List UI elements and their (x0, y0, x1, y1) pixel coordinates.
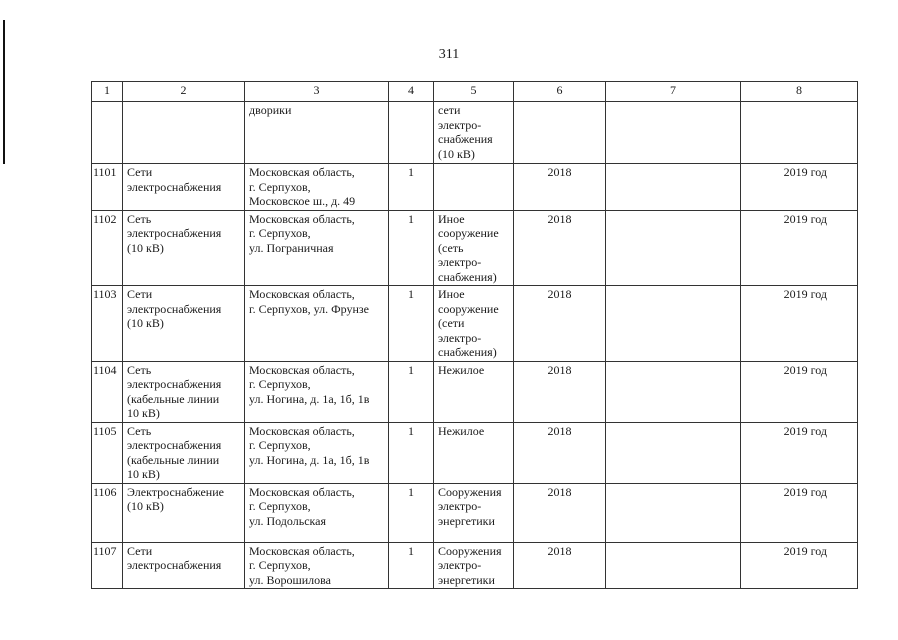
column-7-value (606, 483, 741, 542)
object-name: Сеть электроснабжения (кабельные линии 10 кВ) (123, 422, 245, 483)
object-name: Сети электроснабжения (123, 542, 245, 589)
object-name: Сети электроснабжения (123, 164, 245, 211)
header-cell: 2 (123, 82, 245, 102)
object-type (434, 164, 514, 211)
table-row (92, 102, 858, 164)
header-cell: 3 (245, 82, 389, 102)
table-row (92, 483, 858, 542)
object-type: Иное сооружение (сети электро- снабжения) (434, 286, 514, 362)
register-table (91, 81, 858, 589)
table-row (92, 210, 858, 286)
object-address: Московская область, г. Серпухов, Московское ш., д. 49 (245, 164, 389, 211)
object-year (514, 102, 606, 164)
object-type: Нежилое (434, 422, 514, 483)
object-type: Сооружения электро- энергетики (434, 542, 514, 589)
object-type: сети электро- снабжения (10 кВ) (434, 102, 514, 164)
object-year: 2018 (514, 483, 606, 542)
object-type: Иное сооружение (сеть электро- снабжения) (434, 210, 514, 286)
object-address: Московская область, г. Серпухов, ул. Подольская (245, 483, 389, 542)
table-row (92, 286, 858, 362)
object-name: Сети электроснабжения (10 кВ) (123, 286, 245, 362)
column-7-value (606, 542, 741, 589)
page-number: 311 (438, 47, 460, 62)
object-year: 2018 (514, 542, 606, 589)
transfer-year: 2019 год (741, 164, 858, 211)
object-year: 2018 (514, 210, 606, 286)
transfer-year (741, 102, 858, 164)
object-year: 2018 (514, 361, 606, 422)
object-quantity: 1 (389, 286, 434, 362)
header-cell: 8 (741, 82, 858, 102)
object-year: 2018 (514, 286, 606, 362)
row-number: 1107 (92, 542, 123, 589)
table-row (92, 361, 858, 422)
header-cell: 7 (606, 82, 741, 102)
transfer-year: 2019 год (741, 483, 858, 542)
column-7-value (606, 164, 741, 211)
table-row (92, 542, 858, 589)
object-year: 2018 (514, 422, 606, 483)
table-row (92, 164, 858, 211)
row-number: 1102 (92, 210, 123, 286)
header-row (92, 82, 858, 102)
object-quantity: 1 (389, 361, 434, 422)
transfer-year: 2019 год (741, 361, 858, 422)
header-cell: 5 (434, 82, 514, 102)
object-name: Сеть электроснабжения (10 кВ) (123, 210, 245, 286)
column-7-value (606, 102, 741, 164)
object-type: Сооружения электро- энергетики (434, 483, 514, 542)
row-number: 1106 (92, 483, 123, 542)
object-type: Нежилое (434, 361, 514, 422)
column-7-value (606, 361, 741, 422)
table-row (92, 422, 858, 483)
object-quantity (389, 102, 434, 164)
transfer-year: 2019 год (741, 210, 858, 286)
row-number: 1101 (92, 164, 123, 211)
transfer-year: 2019 год (741, 542, 858, 589)
object-quantity: 1 (389, 164, 434, 211)
object-address: Московская область, г. Серпухов, ул. Ногина, д. 1а, 1б, 1в (245, 361, 389, 422)
transfer-year: 2019 год (741, 286, 858, 362)
object-year: 2018 (514, 164, 606, 211)
row-number: 1104 (92, 361, 123, 422)
object-name: Электроснабжение (10 кВ) (123, 483, 245, 542)
column-7-value (606, 286, 741, 362)
header-cell: 4 (389, 82, 434, 102)
header-cell: 6 (514, 82, 606, 102)
header-cell: 1 (92, 82, 123, 102)
object-address: Московская область, г. Серпухов, ул. Ногина, д. 1а, 1б, 1в (245, 422, 389, 483)
scan-margin-mark (3, 20, 5, 164)
column-7-value (606, 210, 741, 286)
object-name: Сеть электроснабжения (кабельные линии 10 кВ) (123, 361, 245, 422)
object-address: Московская область, г. Серпухов, ул. Фрунзе (245, 286, 389, 362)
row-number (92, 102, 123, 164)
object-address: Московская область, г. Серпухов, ул. Ворошилова (245, 542, 389, 589)
object-quantity: 1 (389, 422, 434, 483)
object-address: дворики (245, 102, 389, 164)
object-quantity: 1 (389, 483, 434, 542)
object-address: Московская область, г. Серпухов, ул. Пограничная (245, 210, 389, 286)
object-quantity: 1 (389, 210, 434, 286)
row-number: 1103 (92, 286, 123, 362)
column-7-value (606, 422, 741, 483)
object-quantity: 1 (389, 542, 434, 589)
transfer-year: 2019 год (741, 422, 858, 483)
object-name (123, 102, 245, 164)
row-number: 1105 (92, 422, 123, 483)
